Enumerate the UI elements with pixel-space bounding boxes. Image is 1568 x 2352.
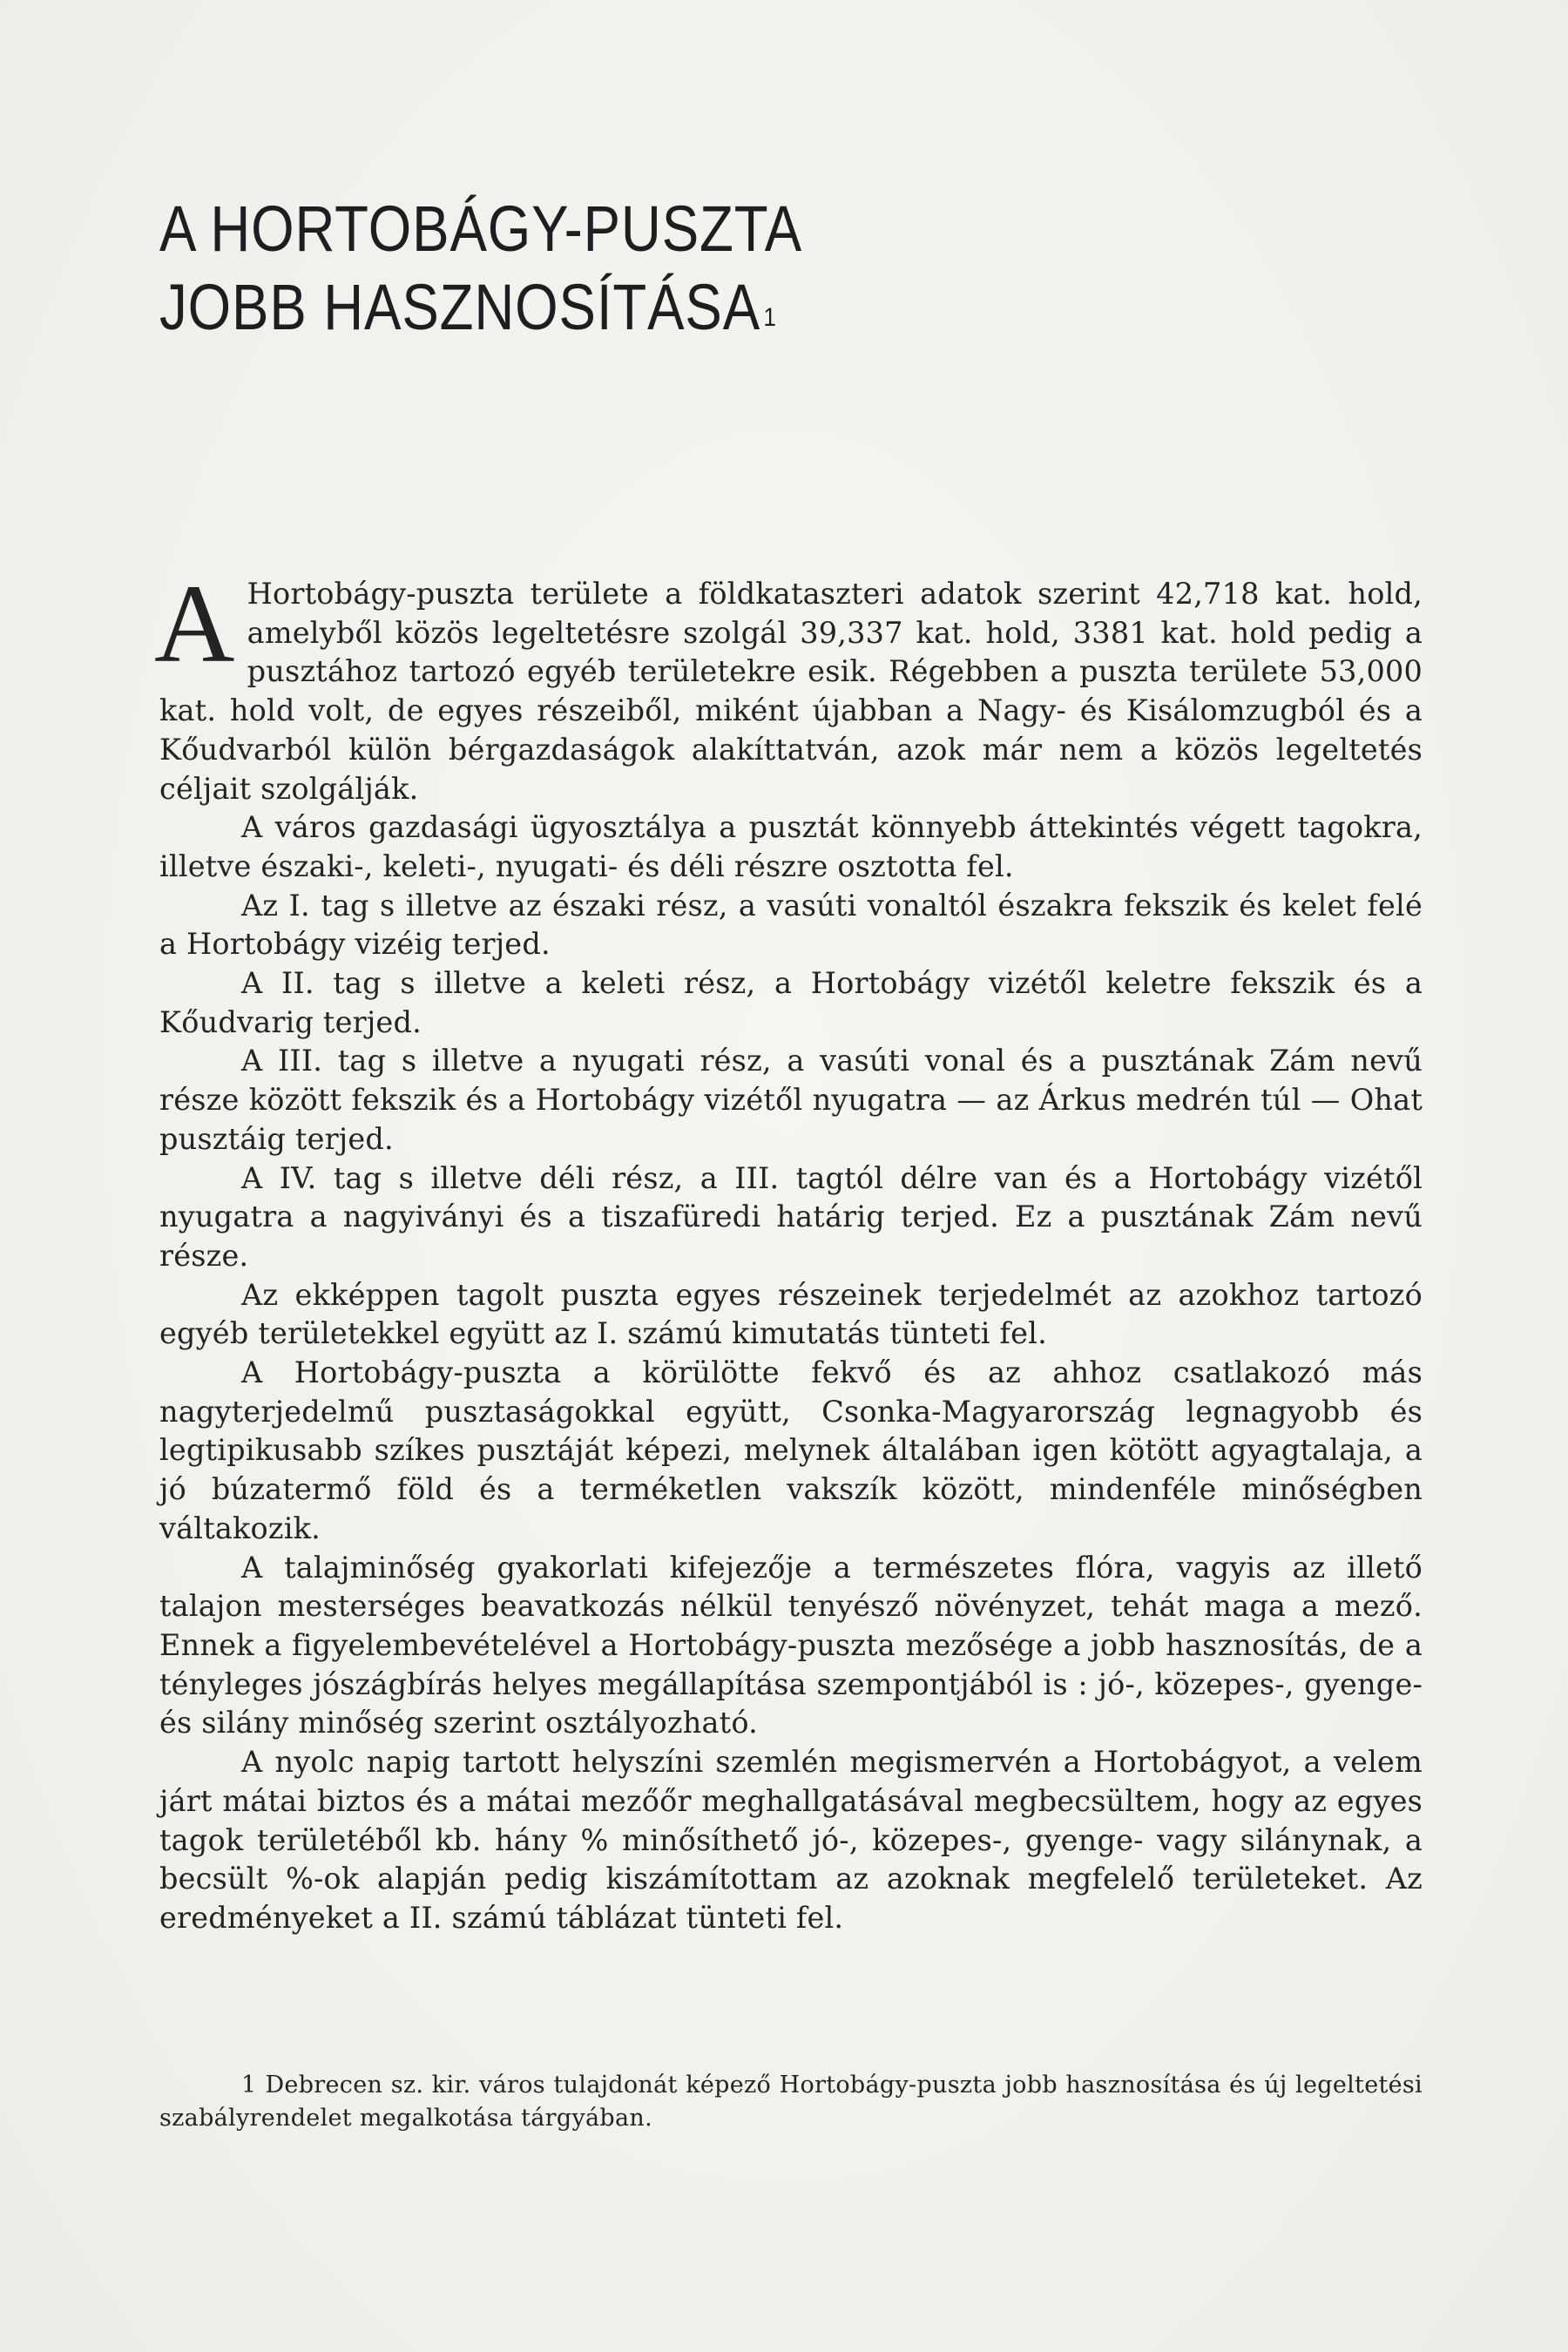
paragraph-7: Az ekképpen tagolt puszta egyes részeinek terjedelmét az azokhoz tartozó egyéb területekkel együtt az I. számú kimutatás tünteti fel. — [159, 1277, 1423, 1351]
page-title — [159, 190, 1133, 347]
footnote — [159, 2069, 1423, 2135]
paragraph-1-text: Hortobágy-puszta területe a földkataszteri adatok szerint 42,718 kat. hold, amelyből közös legeltetésre szolgál 39,337 kat. hold, 3381 kat. hold pedig a pusztához tartozó egyéb területekre esik. Régebben a puszta területe 53,000 kat. hold volt, de egyes részeiből, miként újabban a Nagy- és Kisálomzugból és a Kőudvarból külön bérgazdaságok alakíttatván, azok már nem a közös legeltetés céljait szolgálják. — [159, 577, 1423, 806]
paragraph-6: A IV. tag s illetve déli rész, a III. tagtól délre van és a Hortobágy vizétől nyugatra a nagyiványi és a tiszafüredi határig terjed. Ez a pusztának Zám nevű része. — [159, 1160, 1423, 1273]
paragraph-9: A talajminőség gyakorlati kifejezője a természetes flóra, vagyis az illető talajon mesterséges beavatkozás nélkül tenyésző növényzet, tehát maga a mező. Ennek a figyelembevételével a Hortobágy-puszta mezősége a jobb hasznosítás, de a tényleges jószágbírás helyes megállapítása szempontjából is : jó-, közepes-, gyenge- és silány minőség szerint osztályozható. — [159, 1550, 1423, 1740]
drop-cap: A — [154, 562, 235, 686]
article-body — [154, 562, 1423, 1938]
paragraph-1 — [154, 562, 1423, 808]
paragraph-4: A II. tag s illetve a keleti rész, a Hortobágy vizétől keletre fekszik és a Kőudvarig terjed. — [159, 966, 1423, 1039]
paragraph-10: A nyolc napig tartott helyszíni szemlén megismervén a Hortobágyot, a velem járt mátai biztos és a mátai mezőőr meghallgatásával megbecsültem, hogy az egyes tagok területéből kb. hány % minősíthető jó-, közepes-, gyenge- vagy silánynak, a becsült %-ok alapján pedig kiszámítottam az azoknak megfelelő területeket. Az eredményeket a II. számú táblázat tünteti fel. — [159, 1745, 1423, 1935]
title-footnote-ref: 1 — [763, 302, 777, 332]
paragraph-2: A város gazdasági ügyosztálya a pusztát könnyebb áttekintés végett tagokra, illetve északi-, keleti-, nyugati- és déli részre osztotta fel. — [159, 810, 1423, 883]
paragraph-8: A Hortobágy-puszta a körülötte fekvő és az ahhoz csatlakozó más nagyterjedelmű pusztaságokkal együtt, Csonka-Magyarország legnagyobb és legtipikusabb szíkes pusztáját képezi, melynek általában igen kötött agyagtalaja, a jó búzatermő föld és a terméketlen vakszík között, mindenféle minőségben váltakozik. — [159, 1355, 1423, 1545]
footnote-mark: 1 — [241, 2072, 257, 2099]
title-line-2: JOBB HASZNOSÍTÁSA — [159, 270, 761, 343]
footnote-text: Debrecen sz. kir. város tulajdonát képező Hortobágy-puszta jobb hasznosítása és új legeltetési szabályrendelet megalkotása tárgyában. — [159, 2072, 1423, 2132]
paragraph-3: Az I. tag s illetve az északi rész, a vasúti vonaltól északra fekszik és kelet felé a Hortobágy vizéig terjed. — [159, 888, 1423, 962]
paragraph-5: A III. tag s illetve a nyugati rész, a vasúti vonal és a pusztának Zám nevű része között fekszik és a Hortobágy vizétől nyugatra — az Árkus medrén túl — Ohat pusztáig terjed. — [159, 1044, 1423, 1156]
title-line-1: A HORTOBÁGY-PUSZTA — [159, 192, 803, 265]
